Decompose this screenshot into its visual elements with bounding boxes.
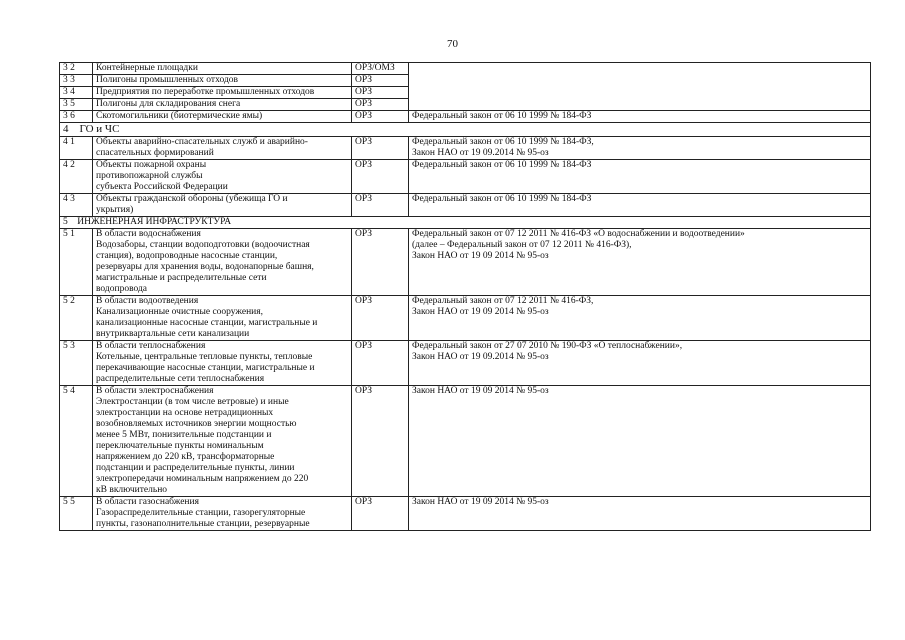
- table-row: [60, 160, 871, 194]
- row-number: 3 5: [60, 99, 93, 111]
- object-cell-line: субъекта Российской Федерации: [96, 182, 228, 192]
- row-number: 5 2: [60, 296, 93, 341]
- object-cell-line: Скотомогильники (биотермические ямы): [96, 111, 263, 121]
- table-row: [60, 386, 871, 497]
- object-cell-line: кВ включительно: [96, 485, 168, 495]
- section-heading: ИНЖЕНЕРНАЯ ИНФРАСТРУКТУРА: [77, 217, 232, 227]
- table-row: [60, 194, 871, 217]
- zone-cell: ОРЗ/ОМЗ: [352, 63, 409, 75]
- law-cell-line: (далее – Федеральный закон от 07 12 2011 № 416-ФЗ),: [412, 240, 632, 250]
- law-cell-line: Федеральный закон от 06 10 1999 № 184-ФЗ: [412, 111, 592, 121]
- row-number: 5 1: [60, 229, 93, 296]
- law-cell: [409, 160, 871, 194]
- table-row: [60, 111, 871, 123]
- zone-cell: ОРЗ: [352, 87, 409, 99]
- section-row: [60, 217, 871, 229]
- law-cell-line: Закон НАО от 19 09.2014 № 95-оз: [412, 148, 549, 158]
- row-number: 3 3: [60, 75, 93, 87]
- object-cell: [93, 99, 352, 111]
- section-number: 4: [63, 123, 69, 135]
- law-cell: [409, 296, 871, 341]
- row-number: 3 6: [60, 111, 93, 123]
- object-cell-line: Контейнерные площадки: [96, 63, 198, 73]
- object-cell: [93, 194, 352, 217]
- section-number: 5: [63, 217, 68, 227]
- zone-cell: ОРЗ: [352, 194, 409, 217]
- law-cell-line: Федеральный закон от 06 10 1999 № 184-ФЗ: [412, 160, 592, 170]
- row-number: 3 4: [60, 87, 93, 99]
- object-cell-line: Полигоны промышленных отходов: [96, 75, 239, 85]
- object-cell-line: Предприятия по переработке промышленных отходов: [96, 87, 315, 97]
- law-cell-line: Федеральный закон от 07 12 2011 № 416-ФЗ «О водоснабжении и водоотведении»: [412, 229, 745, 239]
- section-row: [60, 123, 871, 137]
- object-cell-line: спасательных формирований: [96, 148, 214, 158]
- law-cell-line: Закон НАО от 19 09 2014 № 95-оз: [412, 497, 549, 507]
- object-cell-line: распределительные сети теплоснабжения: [96, 374, 265, 384]
- object-cell-line: менее 5 МВт, понизительные подстанции и: [96, 430, 272, 440]
- object-cell-line: перекачивающие насосные станции, магистральные и: [96, 363, 315, 373]
- zone-cell: ОРЗ: [352, 99, 409, 111]
- law-cell: [409, 111, 871, 123]
- zones-table: [59, 62, 871, 531]
- law-cell-line: Федеральный закон от 27 07 2010 № 190-ФЗ «О теплоснабжении»,: [412, 341, 683, 351]
- law-cell: [409, 63, 871, 111]
- object-cell-line: В области водоотведения: [96, 296, 199, 306]
- object-cell: [93, 386, 352, 497]
- section-title: [60, 123, 871, 137]
- zone-cell: ОРЗ: [352, 386, 409, 497]
- object-cell: [93, 137, 352, 160]
- row-number: 4 1: [60, 137, 93, 160]
- law-cell-line: Федеральный закон от 07 12 2011 № 416-ФЗ,: [412, 296, 594, 306]
- law-cell: [409, 229, 871, 296]
- object-cell-line: возобновляемых источников энергии мощностью: [96, 419, 297, 429]
- object-cell-line: Водозаборы, станции водоподготовки (водоочистная: [96, 240, 310, 250]
- object-cell-line: Газораспределительные станции, газорегуляторные: [96, 508, 306, 518]
- object-cell-line: В области электроснабжения: [96, 386, 214, 396]
- table-row: [60, 497, 871, 531]
- object-cell-line: напряжением до 220 кВ, трансформаторные: [96, 452, 275, 462]
- object-cell-line: внутриквартальные сети канализации: [96, 329, 250, 339]
- row-number: 4 2: [60, 160, 93, 194]
- object-cell-line: переключательные пункты номинальным: [96, 441, 264, 451]
- object-cell: [93, 111, 352, 123]
- law-cell-line: Закон НАО от 19 09 2014 № 95-оз: [412, 386, 549, 396]
- law-cell: [409, 194, 871, 217]
- object-cell-line: противопожарной службы: [96, 171, 203, 181]
- object-cell: [93, 160, 352, 194]
- object-cell-line: пункты, газонаполнительные станции, резервуарные: [96, 519, 310, 529]
- law-cell: [409, 386, 871, 497]
- zone-cell: ОРЗ: [352, 137, 409, 160]
- row-number: 5 3: [60, 341, 93, 386]
- object-cell-line: Канализационные очистные сооружения,: [96, 307, 263, 317]
- object-cell-line: В области теплоснабжения: [96, 341, 206, 351]
- row-number: 3 2: [60, 63, 93, 75]
- law-cell: [409, 341, 871, 386]
- law-cell-line: Федеральный закон от 06 10 1999 № 184-ФЗ: [412, 194, 592, 204]
- law-cell: [409, 497, 871, 531]
- zone-cell: ОРЗ: [352, 160, 409, 194]
- object-cell-line: Объекты гражданской обороны (убежища ГО и: [96, 194, 288, 204]
- section-heading: ГО и ЧС: [79, 123, 120, 135]
- object-cell-line: резервуары для хранения воды, водонапорные башня,: [96, 262, 314, 272]
- object-cell-line: канализационные насосные станции, магистральные и: [96, 318, 318, 328]
- law-cell: [409, 137, 871, 160]
- object-cell-line: Электростанции (в том числе ветровые) и иные: [96, 397, 289, 407]
- table-row: [60, 341, 871, 386]
- table-row: [60, 137, 871, 160]
- zone-cell: ОРЗ: [352, 75, 409, 87]
- zone-cell: ОРЗ: [352, 229, 409, 296]
- object-cell-line: Объекты пожарной охраны: [96, 160, 207, 170]
- law-cell-line: Закон НАО от 19 09 2014 № 95-оз: [412, 251, 549, 261]
- object-cell-line: подстанции и распределительные пункты, линии: [96, 463, 295, 473]
- object-cell-line: магистральные и распределительные сети: [96, 273, 267, 283]
- zone-cell: ОРЗ: [352, 111, 409, 123]
- table-row: [60, 63, 871, 75]
- object-cell: [93, 75, 352, 87]
- law-cell-line: Закон НАО от 19 09.2014 № 95-оз: [412, 352, 549, 362]
- object-cell-line: станция), водопроводные насосные станции,: [96, 251, 278, 261]
- object-cell-line: укрытия): [96, 205, 134, 215]
- table-row: [60, 296, 871, 341]
- object-cell: [93, 229, 352, 296]
- object-cell-line: Полигоны для складирования снега: [96, 99, 241, 109]
- object-cell-line: Котельные, центральные тепловые пункты, тепловые: [96, 352, 313, 362]
- object-cell: [93, 341, 352, 386]
- zone-cell: ОРЗ: [352, 341, 409, 386]
- row-number: 4 3: [60, 194, 93, 217]
- object-cell-line: В области водоснабжения: [96, 229, 201, 239]
- section-title: [60, 217, 871, 229]
- object-cell-line: В области газоснабжения: [96, 497, 199, 507]
- table-row: [60, 229, 871, 296]
- object-cell-line: Объекты аварийно-спасательных служб и аварийно-: [96, 137, 308, 147]
- object-cell-line: электропередачи номинальным напряжением до 220: [96, 474, 309, 484]
- zone-cell: ОРЗ: [352, 296, 409, 341]
- object-cell-line: водопровода: [96, 284, 148, 294]
- law-cell-line: Закон НАО от 19 09 2014 № 95-оз: [412, 307, 549, 317]
- law-cell-line: Федеральный закон от 06 10 1999 № 184-ФЗ,: [412, 137, 594, 147]
- object-cell: [93, 497, 352, 531]
- zone-cell: ОРЗ: [352, 497, 409, 531]
- object-cell: [93, 87, 352, 99]
- row-number: 5 5: [60, 497, 93, 531]
- object-cell: [93, 63, 352, 75]
- page-number: 70: [447, 38, 458, 50]
- row-number: 5 4: [60, 386, 93, 497]
- object-cell-line: электростанции на основе нетрадиционных: [96, 408, 274, 418]
- object-cell: [93, 296, 352, 341]
